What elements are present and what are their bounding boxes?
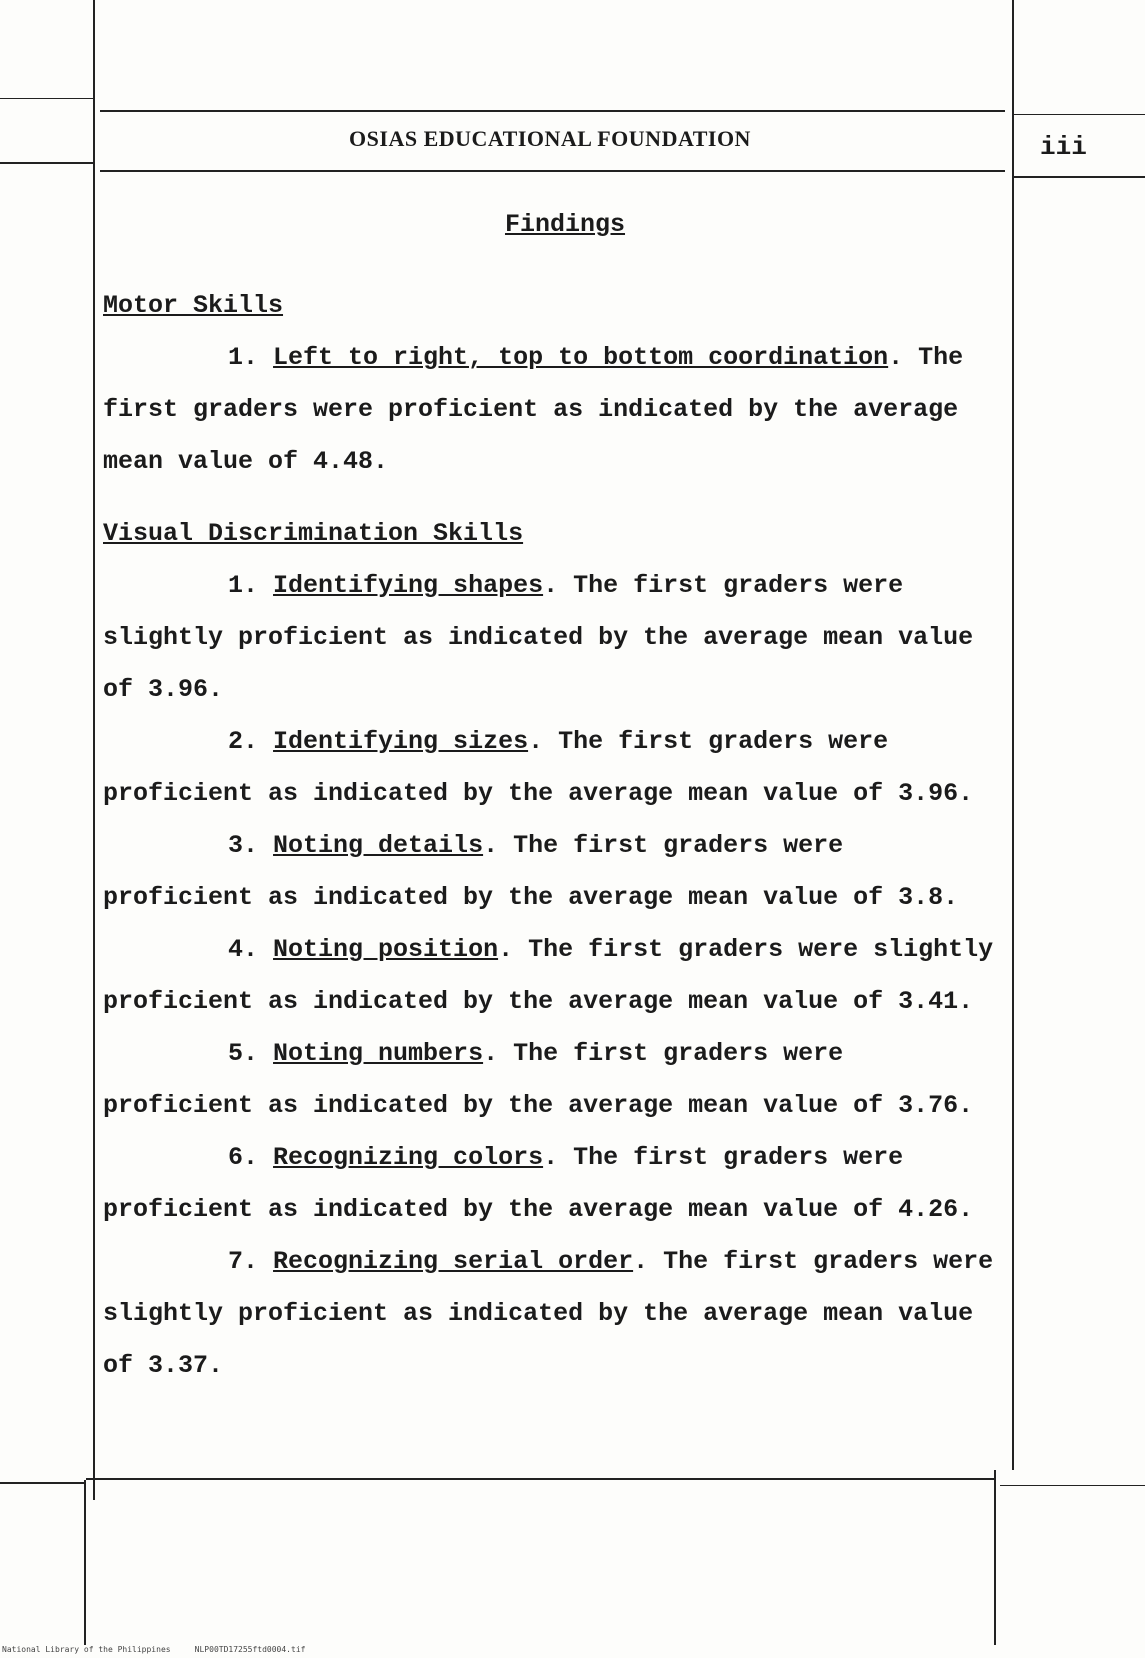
finding-text: The first graders were proficient as indicated by the average mean value of 3.96. — [103, 727, 974, 808]
finding-item: 3. Noting details. The first graders were proficient as indicated by the average mean value of 3.8. — [103, 831, 959, 912]
scan-footer — [2, 1645, 305, 1654]
finding-topic: Identifying shapes — [273, 571, 544, 600]
finding-item: 1. Identifying shapes. The first graders were slightly proficient as indicated by the average mean value of 3.96. — [103, 571, 974, 704]
right-margin-rule-lower — [994, 1470, 996, 1645]
footer-rule — [86, 1478, 994, 1480]
finding-number: 3. — [228, 831, 259, 860]
left-margin-rule-lower — [84, 1480, 86, 1645]
finding-topic: Noting position — [273, 935, 499, 964]
finding-text: The first graders were proficient as indicated by the average mean value of 3.76. — [103, 1039, 974, 1120]
finding-text: The first graders were proficient as indicated by the average mean value of 4.48. — [103, 343, 964, 476]
finding-item: 6. Recognizing colors. The first graders were proficient as indicated by the average mean value of 4.26. — [103, 1143, 974, 1224]
finding-text: The first graders were slightly proficient as indicated by the average mean value of 3.37. — [103, 1247, 994, 1380]
finding-topic: Recognizing colors — [273, 1143, 544, 1172]
footer-file: NLP00TD17255ftd0004.tif — [194, 1645, 306, 1654]
footer-rule-right — [1000, 1485, 1145, 1486]
finding-number: 7. — [228, 1247, 259, 1276]
header-bottom-rule-right — [1014, 176, 1145, 178]
header-top-rule — [100, 110, 1005, 112]
finding-text: The first graders were slightly proficient as indicated by the average mean value of 3.41. — [103, 935, 994, 1016]
header-foundation: OSIAS EDUCATIONAL FOUNDATION — [349, 126, 751, 151]
header-bottom-rule — [100, 170, 1005, 172]
finding-number: 2. — [228, 727, 259, 756]
header-top-rule-left — [0, 98, 93, 99]
finding-text: The first graders were proficient as indicated by the average mean value of 4.26. — [103, 1143, 974, 1224]
footer-rule-left — [0, 1482, 86, 1484]
finding-topic: Left to right, top to bottom coordination — [273, 343, 889, 372]
header-top-rule-right — [1014, 114, 1145, 115]
finding-text: The first graders were proficient as indicated by the average mean value of 3.8. — [103, 831, 959, 912]
section-heading-motor-skills: Motor Skills — [103, 291, 284, 320]
finding-number: 1. — [228, 571, 259, 600]
finding-item: 7. Recognizing serial order. The first graders were slightly proficient as indicated by the average mean value of 3.37. — [103, 1247, 994, 1380]
header-bottom-rule-left — [0, 162, 93, 164]
finding-text: The first graders were slightly proficient as indicated by the average mean value of 3.96. — [103, 571, 974, 704]
finding-item: 5. Noting numbers. The first graders were proficient as indicated by the average mean value of 3.76. — [103, 1039, 974, 1120]
finding-topic: Noting numbers — [273, 1039, 484, 1068]
footer-library: National Library of the Philippines — [2, 1645, 171, 1654]
finding-item: 2. Identifying sizes. The first graders were proficient as indicated by the average mean value of 3.96. — [103, 727, 974, 808]
findings-content — [103, 280, 1008, 1392]
finding-number: 6. — [228, 1143, 259, 1172]
finding-number: 1. — [228, 343, 259, 372]
page-title: Findings — [504, 210, 626, 239]
finding-item: 1. Left to right, top to bottom coordination. The first graders were proficient as indicated by the average mean value of 4.48. — [103, 343, 964, 476]
finding-number: 5. — [228, 1039, 259, 1068]
finding-topic: Identifying sizes — [273, 727, 529, 756]
section-heading-visual-discrimination: Visual Discrimination Skills — [103, 519, 524, 548]
finding-item: 4. Noting position. The first graders were slightly proficient as indicated by the average mean value of 3.41. — [103, 935, 994, 1016]
finding-topic: Recognizing serial order — [273, 1247, 634, 1276]
page-number: iii — [1040, 132, 1087, 162]
finding-number: 4. — [228, 935, 259, 964]
finding-topic: Noting details — [273, 831, 484, 860]
